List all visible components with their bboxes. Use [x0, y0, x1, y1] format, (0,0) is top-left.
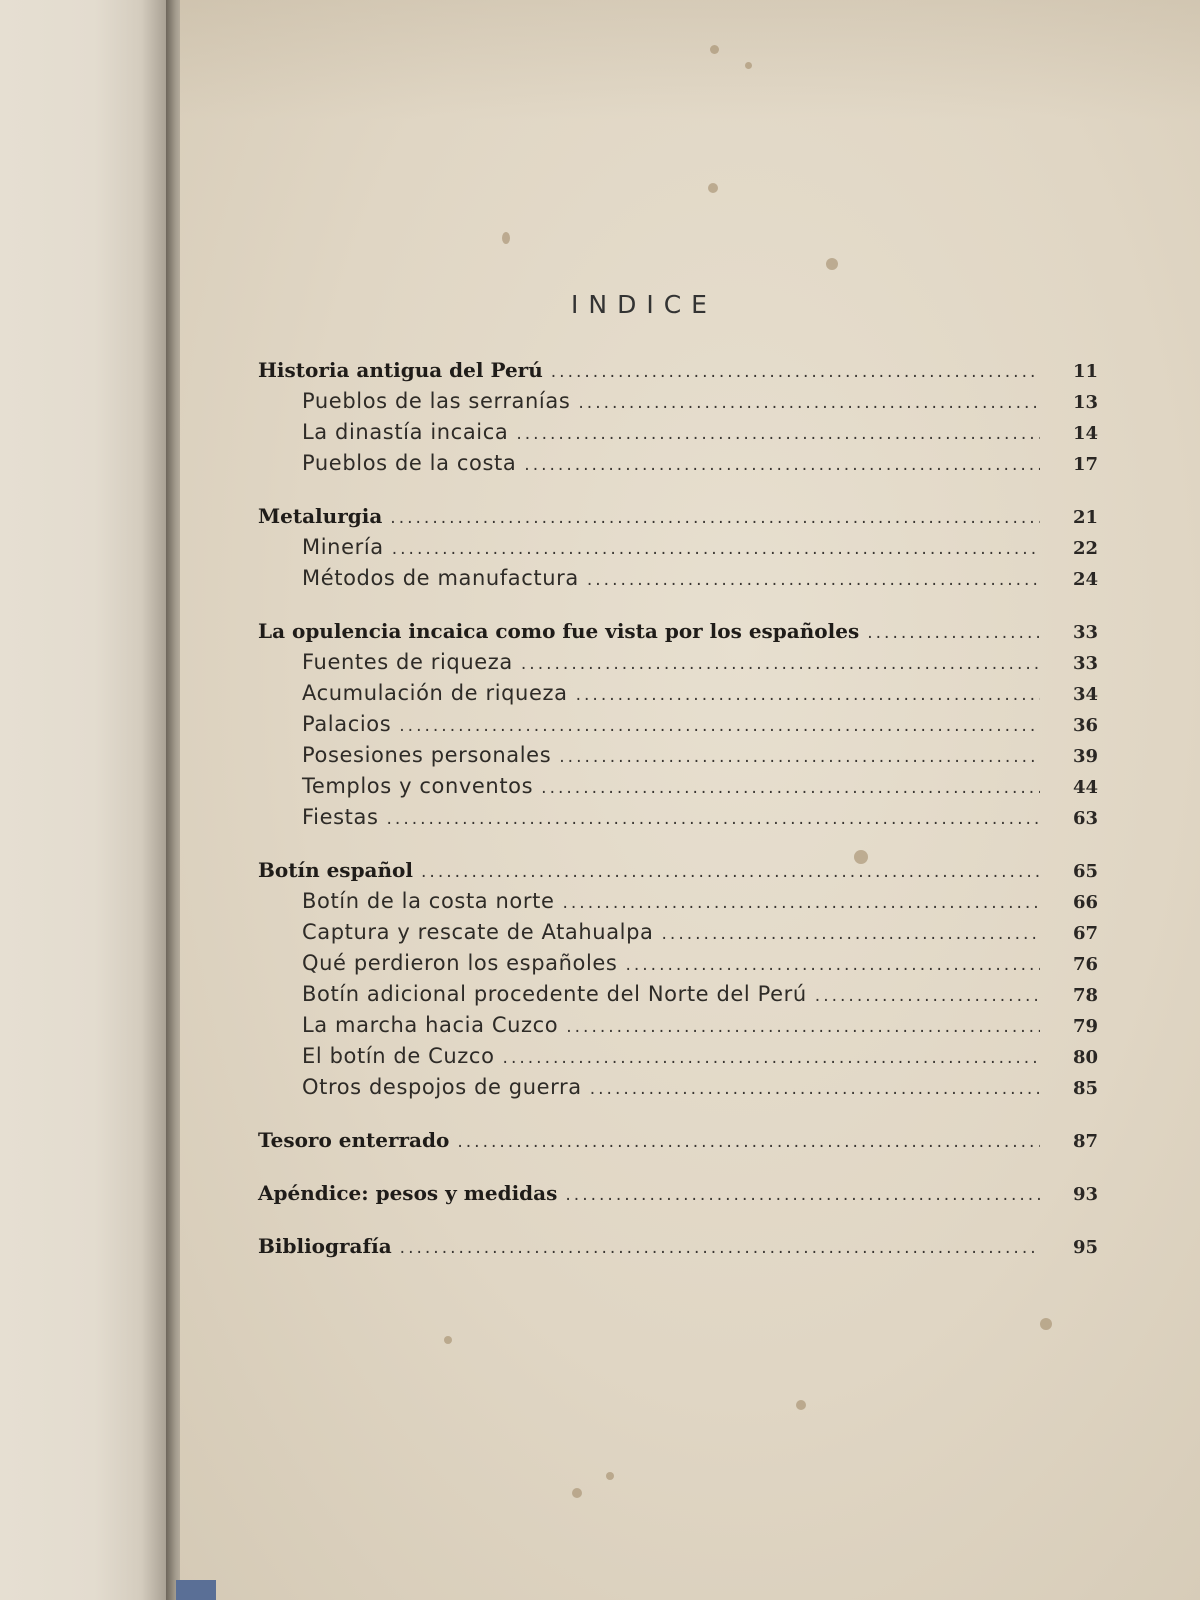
toc-entry-label: Fiestas [302, 805, 379, 829]
dot-leader [551, 357, 1040, 388]
toc-page-number: 76 [1072, 954, 1098, 975]
toc-subsection [258, 1072, 1098, 1103]
toc-entry-label: El botín de Cuzco [302, 1044, 495, 1068]
toc-section [258, 855, 1098, 1103]
dot-leader [662, 919, 1040, 950]
toc-subsection [258, 979, 1098, 1010]
dot-leader [625, 950, 1040, 981]
dot-leader [576, 680, 1040, 711]
dot-leader [503, 1043, 1040, 1074]
foxing-spot [444, 1336, 452, 1344]
toc-page-number: 33 [1072, 622, 1098, 643]
dot-leader [815, 981, 1040, 1012]
toc-page-number: 63 [1072, 808, 1098, 829]
toc-section-heading [258, 1125, 1098, 1156]
toc-entry-label: Bibliografía [258, 1234, 392, 1258]
toc-section [258, 355, 1098, 479]
toc-subsection [258, 709, 1098, 740]
toc-entry-label: Fuentes de riqueza [302, 650, 513, 674]
toc-subsection [258, 1041, 1098, 1072]
dot-leader [867, 618, 1040, 649]
dot-leader [390, 503, 1040, 534]
toc-subsection [258, 532, 1098, 563]
foxing-spot [745, 62, 752, 69]
toc-subsection [258, 1010, 1098, 1041]
toc-subsection [258, 647, 1098, 678]
toc-page-number: 33 [1072, 653, 1098, 674]
toc-entry-label: Pueblos de las serranías [302, 389, 571, 413]
toc-subsection [258, 386, 1098, 417]
toc-page-number: 21 [1072, 507, 1098, 528]
toc-subsection [258, 948, 1098, 979]
foxing-spot [826, 258, 838, 270]
dot-leader [565, 1180, 1040, 1211]
toc-entry-label: Botín adicional procedente del Norte del Perú [302, 982, 807, 1006]
toc-page-number: 14 [1072, 423, 1098, 444]
toc-page-number: 80 [1072, 1047, 1098, 1068]
foxing-spot [572, 1488, 582, 1498]
dot-leader [590, 1074, 1040, 1105]
toc-page-number: 13 [1072, 392, 1098, 413]
page-title: INDICE [571, 290, 717, 319]
toc-entry-label: Tesoro enterrado [258, 1128, 450, 1152]
toc-subsection [258, 678, 1098, 709]
dot-leader [559, 742, 1040, 773]
toc-page-number: 17 [1072, 454, 1098, 475]
toc-entry-label: Botín español [258, 858, 413, 882]
toc-entry-label: Posesiones personales [302, 743, 552, 767]
dot-leader [524, 450, 1040, 481]
toc-page-number: 22 [1072, 538, 1098, 559]
toc-entry-label: Otros despojos de guerra [302, 1075, 582, 1099]
dot-leader [516, 419, 1040, 450]
toc-entry-label: Captura y rescate de Atahualpa [302, 920, 654, 944]
toc-page-number: 65 [1072, 861, 1098, 882]
foxing-spot [708, 183, 718, 193]
toc-section-heading [258, 355, 1098, 386]
toc-page-number: 11 [1072, 361, 1098, 382]
toc-subsection [258, 740, 1098, 771]
toc-subsection [258, 886, 1098, 917]
toc-section-heading [258, 501, 1098, 532]
toc-subsection [258, 563, 1098, 594]
toc-section-heading [258, 616, 1098, 647]
toc-entry-label: Metalurgia [258, 504, 383, 528]
dot-leader [541, 773, 1040, 804]
toc-page-number: 95 [1072, 1237, 1098, 1258]
dot-leader [392, 534, 1040, 565]
dot-leader [421, 857, 1040, 888]
toc-entry-label: La opulencia incaica como fue vista por los españoles [258, 619, 860, 643]
toc-subsection [258, 771, 1098, 802]
toc-entry-label: Historia antigua del Perú [258, 358, 543, 382]
toc-page-number: 39 [1072, 746, 1098, 767]
foxing-spot [710, 45, 719, 54]
foxing-spot [1040, 1318, 1052, 1330]
toc-entry-label: La marcha hacia Cuzco [302, 1013, 559, 1037]
dot-leader [566, 1012, 1040, 1043]
foxing-spot [606, 1472, 614, 1480]
toc-page-number: 24 [1072, 569, 1098, 590]
toc-subsection [258, 917, 1098, 948]
toc-section-heading [258, 855, 1098, 886]
page-shading [180, 0, 1200, 120]
dot-leader [387, 804, 1041, 835]
toc-page-number: 44 [1072, 777, 1098, 798]
toc-page-number: 66 [1072, 892, 1098, 913]
toc-entry-label: Qué perdieron los españoles [302, 951, 618, 975]
toc-page-number: 36 [1072, 715, 1098, 736]
toc-page-number: 34 [1072, 684, 1098, 705]
dot-leader [587, 565, 1040, 596]
toc-subsection [258, 417, 1098, 448]
toc-page-number: 87 [1072, 1131, 1098, 1152]
toc-section [258, 501, 1098, 594]
toc-page-number: 93 [1072, 1184, 1098, 1205]
toc-section [258, 1178, 1098, 1209]
toc-entry-label: La dinastía incaica [302, 420, 509, 444]
toc-entry-label: Botín de la costa norte [302, 889, 555, 913]
dot-leader [521, 649, 1040, 680]
toc-section-heading [258, 1231, 1098, 1262]
toc-entry-label: Palacios [302, 712, 392, 736]
foxing-spot [796, 1400, 806, 1410]
toc-page-number: 85 [1072, 1078, 1098, 1099]
toc-entry-label: Templos y conventos [302, 774, 534, 798]
toc-section [258, 1231, 1098, 1262]
dot-leader [457, 1127, 1040, 1158]
toc-page-number: 79 [1072, 1016, 1098, 1037]
dot-leader [399, 711, 1040, 742]
toc-page-number: 67 [1072, 923, 1098, 944]
toc-section [258, 616, 1098, 833]
dot-leader [562, 888, 1040, 919]
toc-entry-label: Acumulación de riqueza [302, 681, 568, 705]
foxing-spot [502, 232, 510, 244]
table-of-contents [258, 355, 1098, 1284]
book-cover-edge [176, 1580, 216, 1600]
toc-entry-label: Minería [302, 535, 384, 559]
toc-section [258, 1125, 1098, 1156]
toc-entry-label: Pueblos de la costa [302, 451, 517, 475]
toc-page-number: 78 [1072, 985, 1098, 1006]
dot-leader [400, 1233, 1040, 1264]
toc-entry-label: Métodos de manufactura [302, 566, 579, 590]
toc-subsection [258, 802, 1098, 833]
toc-section-heading [258, 1178, 1098, 1209]
toc-subsection [258, 448, 1098, 479]
dot-leader [578, 388, 1040, 419]
toc-entry-label: Apéndice: pesos y medidas [258, 1181, 558, 1205]
left-page [0, 0, 172, 1600]
